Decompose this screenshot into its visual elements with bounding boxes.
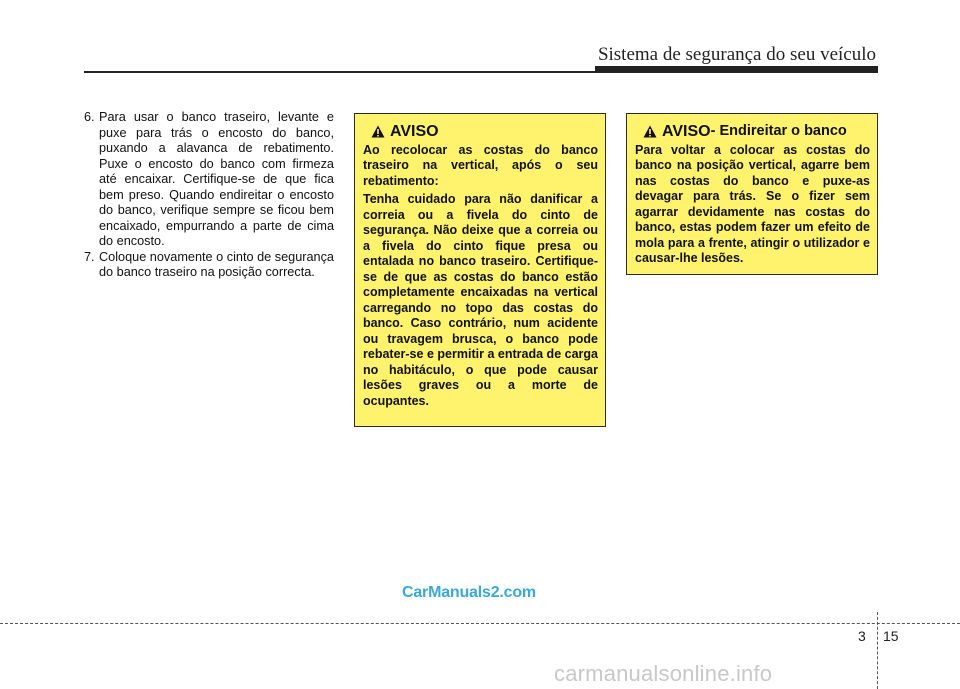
warning-triangle-icon (643, 125, 657, 138)
warning-title: AVISO (390, 123, 439, 140)
warning-subtitle: - Endireitar o banco (710, 123, 847, 139)
warning-box-straighten-seat (626, 113, 878, 275)
warning-heading (371, 124, 598, 140)
warning-paragraph: Tenha cuidado para não danificar a correia ou a fivela do cinto de segurança. Não deixe que a correia ou a fivela do cinto fique presa ou entalada no banco traseiro. Certifique-se de que as costas do banco estão completamente encaixadas na vertical carregando no topo das costas do banco. Caso contrário, num acidente ou travagem brusca, o banco pode rebater-se e permitir a entrada de carga no habitáculo, o que pode causar lesões graves ou a morte de ocupantes. (363, 192, 598, 408)
instructions-column (84, 110, 334, 281)
instruction-number: 6. (84, 110, 95, 124)
footer-page-separator (877, 612, 878, 689)
warning-title: AVISO (662, 123, 711, 140)
header-divider (84, 71, 878, 73)
warning-box-rear-seat (354, 113, 606, 427)
chapter-number: 3 (858, 628, 866, 644)
warning-heading (643, 124, 870, 140)
watermark-link[interactable]: CarManuals2.com (402, 584, 536, 601)
instruction-item (84, 110, 334, 250)
instruction-text: Para usar o banco traseiro, levante e puxe para trás o encosto do banco, puxando a alavanca de rebatimento. Puxe o encosto do banco com firmeza até encaixar. Certifique-se de que fica bem preso. Quando endireitar o encosto do banco, verifique sempre se ficou bem encaixado, empurrando a parte de cima do encosto. (99, 110, 334, 248)
header-divider-accent (595, 66, 878, 71)
instruction-item (84, 250, 334, 281)
footer-watermark: carmanualsonline.info (554, 661, 773, 686)
instruction-number: 7. (84, 249, 95, 264)
warning-triangle-icon (371, 125, 385, 138)
footer-divider (0, 623, 960, 624)
instruction-text: Coloque novamente o cinto de segurança do banco traseiro na posição correcta. (99, 249, 334, 279)
page-header-title: Sistema de segurança do seu veículo (597, 44, 876, 65)
warning-paragraph: Ao recolocar as costas do banco traseiro na vertical, após o seu rebatimento: (363, 142, 598, 188)
page-number: 15 (883, 628, 899, 644)
warning-paragraph: Para voltar a colocar as costas do banco na posição vertical, agarre bem nas costas do banco e puxe-as devagar para trás. Se o fizer sem agarrar devidamente nas costas do banco, estas podem fazer um efeito de mola para a frente, atingir o utilizador e causar-lhe lesões. (635, 142, 870, 265)
